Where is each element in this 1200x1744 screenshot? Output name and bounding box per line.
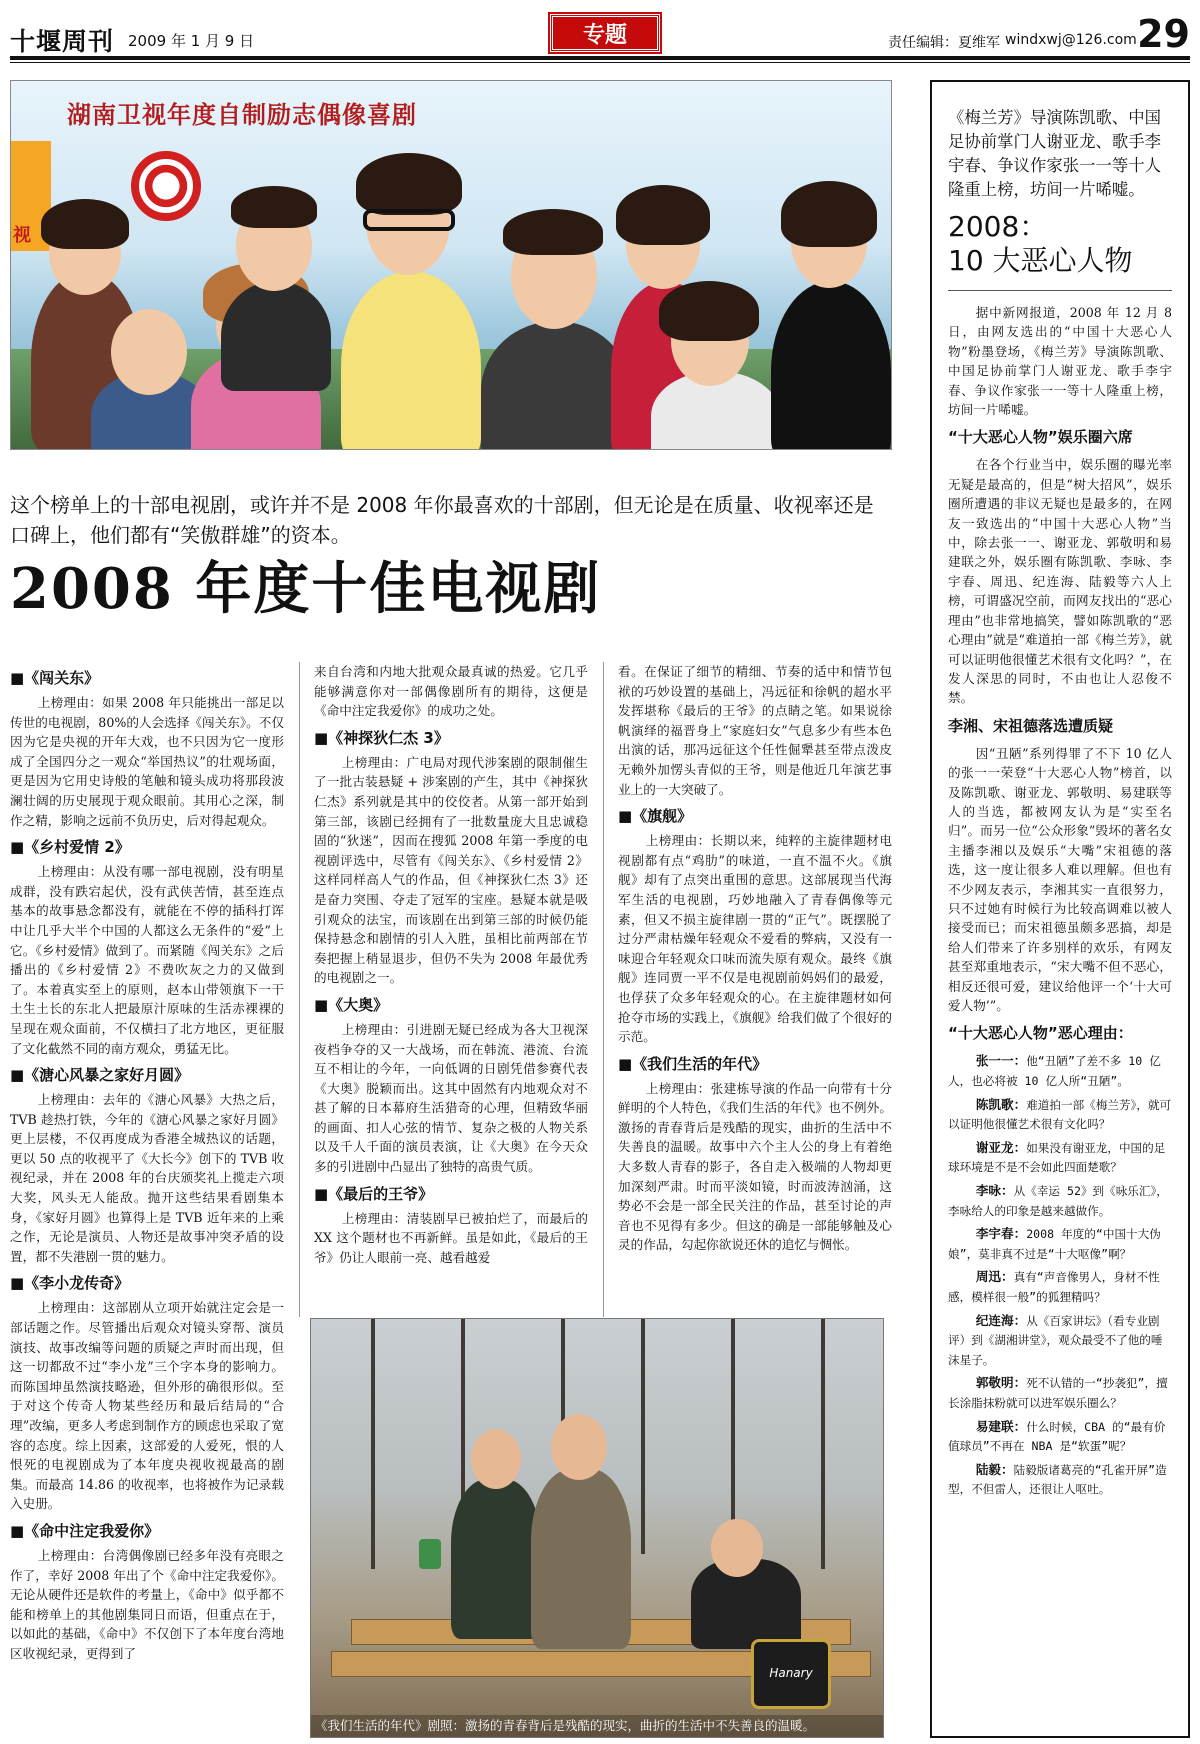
column-rule	[299, 662, 300, 1317]
drama-title: ■《大奥》	[314, 995, 389, 1014]
cast-member	[221, 281, 331, 391]
drama-reason: 上榜理由：张建栋导演的作品一向带有十分鲜明的个人特色，《我们生活的年代》也不例外。激扬的青春背后是残酷的现实，曲折的生活中不失善良的温暖。故事中六个主人公的身上有着绝大多数人青春的影子，各自走入极端的人物却更加深刻严肃。时而平淡如镜，时而波涛汹涌，这势必不会是一部全民关注的作品，甚至讨论的声音也不见得有多少。但这的确是一部能够触及心灵的作品，勾起你欲说还休的追忆与惆怅。	[618, 1080, 892, 1253]
sidebar-paragraph: 因“丑陋”系列得罪了不下 10 亿人的张一一荣登“十大恶心人物”榜首，以及陈凯歌、谢亚龙、郭敬明、易建联等人的当选，都被网友认为是“实至名归”。而另一位“公众形象”毁坏的著名女主播李湘以及娱乐“大嘴”宋祖德的落选，这一度让很多人难以理解。但也有不少网友表示，李湘其实一直很努力，只不过她有时候行为比较高调难以被人接受而已；而宋祖德虽颇多恶搞，却是给人们带来了许多别样的欢乐，有网友甚至郑重地表示，“宋大嘴不但不恶心，相反还很可爱，建议给他评一个‘十大可爱人物’”。	[948, 745, 1172, 1013]
drama-title: ■《乡村爱情 2》	[10, 838, 130, 857]
sidebar-headline-line1: 2008：	[948, 210, 1048, 243]
drama-title: ■《命中注定我爱你》	[10, 1521, 160, 1540]
cast-face	[111, 309, 187, 395]
reason-item	[948, 1417, 1172, 1457]
channel-logo-text: 视	[13, 225, 31, 246]
reason-item	[948, 1311, 1172, 1371]
actor-face	[711, 1519, 763, 1577]
column-rule	[603, 662, 604, 1317]
sidebar-box	[930, 80, 1190, 1738]
reason-item	[948, 1138, 1172, 1178]
hunan-tv-logo-icon	[131, 151, 201, 221]
reason-name: 郭敬明：	[975, 1375, 1027, 1391]
header-rule-thin	[10, 62, 1190, 63]
reason-text: 如果没有谢亚龙，中国的足球环境是不是不会如此四面楚歌？	[948, 1140, 1166, 1175]
reason-name: 李宇春：	[975, 1226, 1027, 1242]
drama-title: ■《闯关东》	[10, 669, 100, 687]
reason-name: 陈凯歌：	[975, 1096, 1027, 1112]
reason-item	[948, 1051, 1172, 1091]
reason-text: 难道拍一部《梅兰芳》，就可以证明他很懂艺术很有文化吗？	[948, 1097, 1172, 1132]
reason-text: 2008 年度的“中国十大伪娘”，莫非真不过是“十大呕像”啊？	[948, 1227, 1161, 1261]
reason-item	[948, 1267, 1172, 1307]
sidebar-lead: 《梅兰芳》导演陈凯歌、中国足协前掌门人谢亚龙、歌手李宇春、争议作家张一一等十人隆重上榜，坊间一片唏嘘。	[948, 108, 1162, 199]
reason-text: 他“丑陋”了差不多 10 亿人，也必将被 10 亿人所“丑陋”。	[948, 1054, 1161, 1088]
page-headline: 2008 年度十佳电视剧	[10, 556, 602, 622]
reason-item	[948, 1095, 1172, 1135]
drama-reason: 上榜理由：清装剧早已被拍烂了，而最后的 XX 这个题材也不再新鲜。虽是如此，《最后的王爷》仍让人眼前一亮、越看越爱	[314, 1210, 588, 1265]
drama-reason-continued: 来自台湾和内地大批观众最真诚的热爱。它几乎能够满意你对一部偶像剧所有的期待，这便是《命中注定我爱你》的成功之处。	[314, 664, 588, 719]
photo-caption: 《我们生活的年代》剧照：激扬的青春背后是残酷的现实，曲折的生活中不失善良的温暖。	[311, 1715, 883, 1737]
hero-photo	[10, 80, 892, 450]
cast-hair	[356, 153, 462, 215]
sidebar-rule	[948, 290, 1172, 291]
drama-title: ■《我们生活的年代》	[618, 1054, 768, 1073]
tree	[641, 1319, 645, 1554]
cup-icon	[419, 1539, 441, 1569]
column-3	[618, 662, 892, 1260]
actor-face	[551, 1414, 607, 1480]
reason-name: 易建联：	[975, 1418, 1027, 1434]
cast-hair	[616, 185, 710, 245]
reason-name: 纪连海：	[975, 1312, 1027, 1328]
drama-still-photo	[310, 1318, 884, 1738]
drama-title: ■《溏心风暴之家好月圆》	[10, 1066, 190, 1085]
cast-hair	[503, 209, 603, 255]
reason-name: 张一一：	[975, 1053, 1027, 1069]
header-rule	[10, 56, 1190, 60]
drama-reason: 上榜理由：长期以来，纯粹的主旋律题材电视剧都有点“鸡肋”的味道，一直不温不火。《旗舰》却有了点突出重围的意思。这部展现当代海军生活的电视剧，巧妙地融入了青春偶像等元素，但又不损主旋律剧一贯的“正气”。既摆脱了过分严肃枯燥年轻观众不爱看的弊病，又没有一味迎合年轻观众口味而流失原有观众。最终《旗舰》连同贾一平不仅是电视剧前妈妈们的最爱，也俘获了众多年轻观众的心。在主旋律题材如何抢夺市场的实践上，《旗舰》给我们做了个很好的示范。	[618, 833, 892, 1045]
reason-name: 李咏：	[975, 1182, 1014, 1198]
drama-title: ■《神探狄仁杰 3》	[314, 728, 449, 747]
section-badge: 专题	[550, 14, 660, 52]
masthead	[10, 12, 1190, 62]
bag-label: Hanary	[769, 1666, 813, 1680]
sidebar-subheading: “十大恶心人物”娱乐圈六席	[948, 428, 1133, 447]
reason-name: 陆毅：	[975, 1461, 1014, 1477]
tree	[821, 1319, 825, 1569]
actor-face	[471, 1429, 521, 1489]
sidebar-subheading: “十大恶心人物”恶心理由：	[948, 1024, 1133, 1043]
intro-text: 这个榜单上的十部电视剧，或许并不是 2008 年你最喜欢的十部剧，但无论是在质量、收视率还是口碑上，他们都有“笑傲群雄”的资本。	[10, 493, 874, 547]
drama-reason: 上榜理由：台湾偶像剧已经多年没有亮眼之作了，幸好 2008 年出了个《命中注定我爱你》。无论从硬件还是软件的考量上，《命中》似乎都不能和榜单上的其他剧集同日而语，但重点在于，以如此的基础，《命中》不仅创下了本年度台湾地区收视纪录，更得到了	[10, 1547, 284, 1661]
cast-hair	[659, 281, 759, 341]
cast-hair	[41, 199, 129, 249]
reason-text: 从《幸运 52》到《咏乐汇》，李咏给人的印象是越来越做作。	[948, 1183, 1168, 1218]
drama-title: ■《最后的王爷》	[314, 1184, 434, 1203]
sports-bag-icon	[751, 1639, 831, 1709]
sidebar-headline-line2: 10 大恶心人物	[948, 244, 1133, 277]
sidebar-subheading: 李湘、宋祖德落选遭质疑	[948, 716, 1114, 735]
reason-name: 周迅：	[975, 1269, 1014, 1285]
drama-reason: 上榜理由：从没有哪一部电视剧，没有明星成群，没有跌宕起伏，没有武侠苦情，甚至连点基本的故事悬念都没有，就能在不停的插科打诨中让几乎大半个中国的人都这么无条件的“爱”上它。《乡村爱情》做到了。而紧随《闯关东》之后播出的《乡村爱情 2》不费吹灰之力的又做到了。本着真实至上的原则，赵本山带领旗下一干土生土长的东北人把最原汁原味的生活赤裸裸的呈现在观众面前，不仅横扫了北方地区，更征服了文化截然不同的南方观众，勇猛无比。	[10, 864, 284, 1056]
reason-item	[948, 1373, 1172, 1413]
page-number: 29	[1137, 12, 1190, 56]
column-2	[314, 662, 588, 1272]
glasses-icon	[363, 209, 455, 231]
sidebar-paragraph: 据中新网报道，2008 年 12 月 8 日，由网友选出的“中国十大恶心人物”粉墨登场，《梅兰芳》导演陈凯歌、中国足协前掌门人谢亚龙、歌手李宇春、争议作家张一一等十人隆重上榜，坊间一片唏嘘。	[948, 305, 1172, 418]
reason-text: 陆毅版诸葛亮的“孔雀开屏”造型，不但雷人，还很让人呕吐。	[948, 1462, 1167, 1497]
reason-item	[948, 1224, 1172, 1264]
drama-reason: 上榜理由：去年的《溏心风暴》大热之后，TVB 趁热打铁，今年的《溏心风暴之家好月圆》更上层楼，不仅再度成为香港全城热议的话题，更以 50 点的收视平了《大长今》创下的 TVB 收视纪录，并在 2008 年的台庆颁奖礼上揽走六项大奖，风头无人能敌。抛开这些结果看剧集本身，《家好月圆》也算得上是 TVB 近年来的上乘之作，无论是演员、人物还是故事冲突矛盾的设置，都不失港剧一贯的魅力。	[10, 1092, 284, 1264]
drama-reason: 上榜理由：这部剧从立项开始就注定会是一部话题之作。尽管播出后观众对镜头穿帮、演员演技、故事改编等问题的质疑之声时而出现，但这一切都敌不过“李小龙”三个字本身的影响力。而陈国坤虽然演技略逊，但外形的确很形似。至于对这个传奇人物某些经历和最后结局的“合理”改编，更多人考虑到制作方的顾虑也采取了宽容的态度。综上因素，这部爱的人爱死，恨的人恨死的电视剧成为了本年度央视收视最高的剧集。而最高 14.86 的收视率，也将被作为记录载入史册。	[10, 1300, 284, 1512]
drama-reason: 上榜理由：如果 2008 年只能挑出一部足以传世的电视剧，80%的人会选择《闯关东》。不仅因为它是央视的开年大戏，也不只因为它一度形成了全国四分之一观众“举国热议”的壮观场面，更是因为它用史诗般的笔触和镜头成功将那段波澜壮阔的历史展现于观众眼前。其用心之深，制作之精，影响之远前不负历史，后对得起观众。	[10, 695, 284, 828]
reason-item	[948, 1460, 1172, 1500]
reason-text: 从《百家讲坛》（看专业剧评）到《湖湘讲堂》，观众最受不了他的唾沫星子。	[948, 1313, 1163, 1367]
actor-figure	[451, 1479, 541, 1639]
paper-title: 十堰周刊	[10, 27, 115, 56]
drama-reason-continued: 看。在保证了细节的精细、节奏的适中和情节包袱的巧妙设置的基础上，冯远征和徐帆的超水平发挥堪称《最后的王爷》的点睛之笔。如果说徐帆演绎的福晋身上“家庭妇女”气息多少有些本色出演的话，那冯远征这个任性倔犟甚至带点泼皮无赖外加愣头青似的王爷，则是他近几年演艺事业上的一大突破了。	[618, 664, 892, 797]
issue-date: 2009 年 1 月 9 日	[128, 32, 255, 50]
reason-text: 什么时候，CBA 的“最有价值球员”不再在 NBA 是“软蛋”呢？	[948, 1419, 1166, 1454]
reason-item	[948, 1181, 1172, 1221]
sidebar-paragraph: 在各个行业当中，娱乐圈的曝光率无疑是最高的，但是“树大招风”，娱乐圈所遭遇的非议无疑也是最多的，在网友一致选出的“中国十大恶心人物”当中，除去张一一、谢亚龙、郭敬明和易建联之外，娱乐圈有陈凯歌、李咏、李宇春、周迅、纪连海、陆毅等六人上榜，可谓盛况空前，而网友找出的“恶心理由”也非常地搞笑，譬如陈凯歌的“恶心理由”就是“难道拍一部《梅兰芳》，就可以证明他很懂艺术很有文化吗？”，在发人深思的同时，不由也让人忍俊不禁。	[948, 457, 1172, 706]
actor-figure	[531, 1469, 631, 1649]
cast-hair	[781, 181, 877, 247]
tree	[371, 1319, 375, 1569]
reason-text: 真有“声音像男人，身材不性感，模样很一般”的狐狸精吗？	[948, 1270, 1160, 1304]
cast-member	[481, 321, 631, 450]
cast-hair	[231, 186, 317, 228]
cast-member	[771, 281, 891, 450]
editor-email[interactable]: windxwj@126.com	[1005, 32, 1137, 48]
drama-reason: 上榜理由：广电局对现代涉案剧的限制催生了一批古装悬疑 + 涉案剧的产生，其中《神探狄仁杰》系列就是其中的佼佼者。从第一部开始到第三部，该剧已经拥有了一批数量庞大且忠诚稳固的“狄迷”，因而在搜狐 2008 年第一季度的电视剧评选中，尽管有《闯关东》、《乡村爱情 2》这样同样高人气的作品，但《神探狄仁杰 3》还是奋力突围、夺走了冠军的宝座。悬疑本就是吸引观众的法宝，而该剧在出到第三部的时候仍能保持悬念和剧情的引人入胜，虽相比前两部在节奏把握上稍显退步，但仍不失为 2008 年最优秀的电视剧之一。	[314, 754, 588, 986]
reason-text: 死不认错的一“抄袭犯”，擅长涂脂抹粉就可以进军娱乐圈么？	[948, 1376, 1168, 1410]
drama-reason: 上榜理由：引进剧无疑已经成为各大卫视深夜档争夺的又一大战场，而在韩流、港流、台流互不相让的今年，一向低调的日剧凭借参赛代表《大奥》脱颖而出。这其中固然有内地观众对不甚了解的日本幕府生活猎奇的心理，但精致华丽的画面、扣人心弦的情节、复杂之极的人物关系以及千人千面的演员表演，让《大奥》在今天众多的引进剧中凸显出了独特的高贵气质。	[314, 1021, 588, 1175]
drama-title: ■《旗舰》	[618, 807, 693, 826]
cast-member	[341, 271, 481, 450]
column-1	[10, 662, 284, 1669]
drama-title: ■《李小龙传奇》	[10, 1274, 130, 1293]
hero-caption: 湖南卫视年度自制励志偶像喜剧	[67, 101, 417, 129]
reason-name: 谢亚龙：	[975, 1139, 1027, 1155]
editor-credit: 责任编辑：夏维军	[888, 35, 1000, 51]
